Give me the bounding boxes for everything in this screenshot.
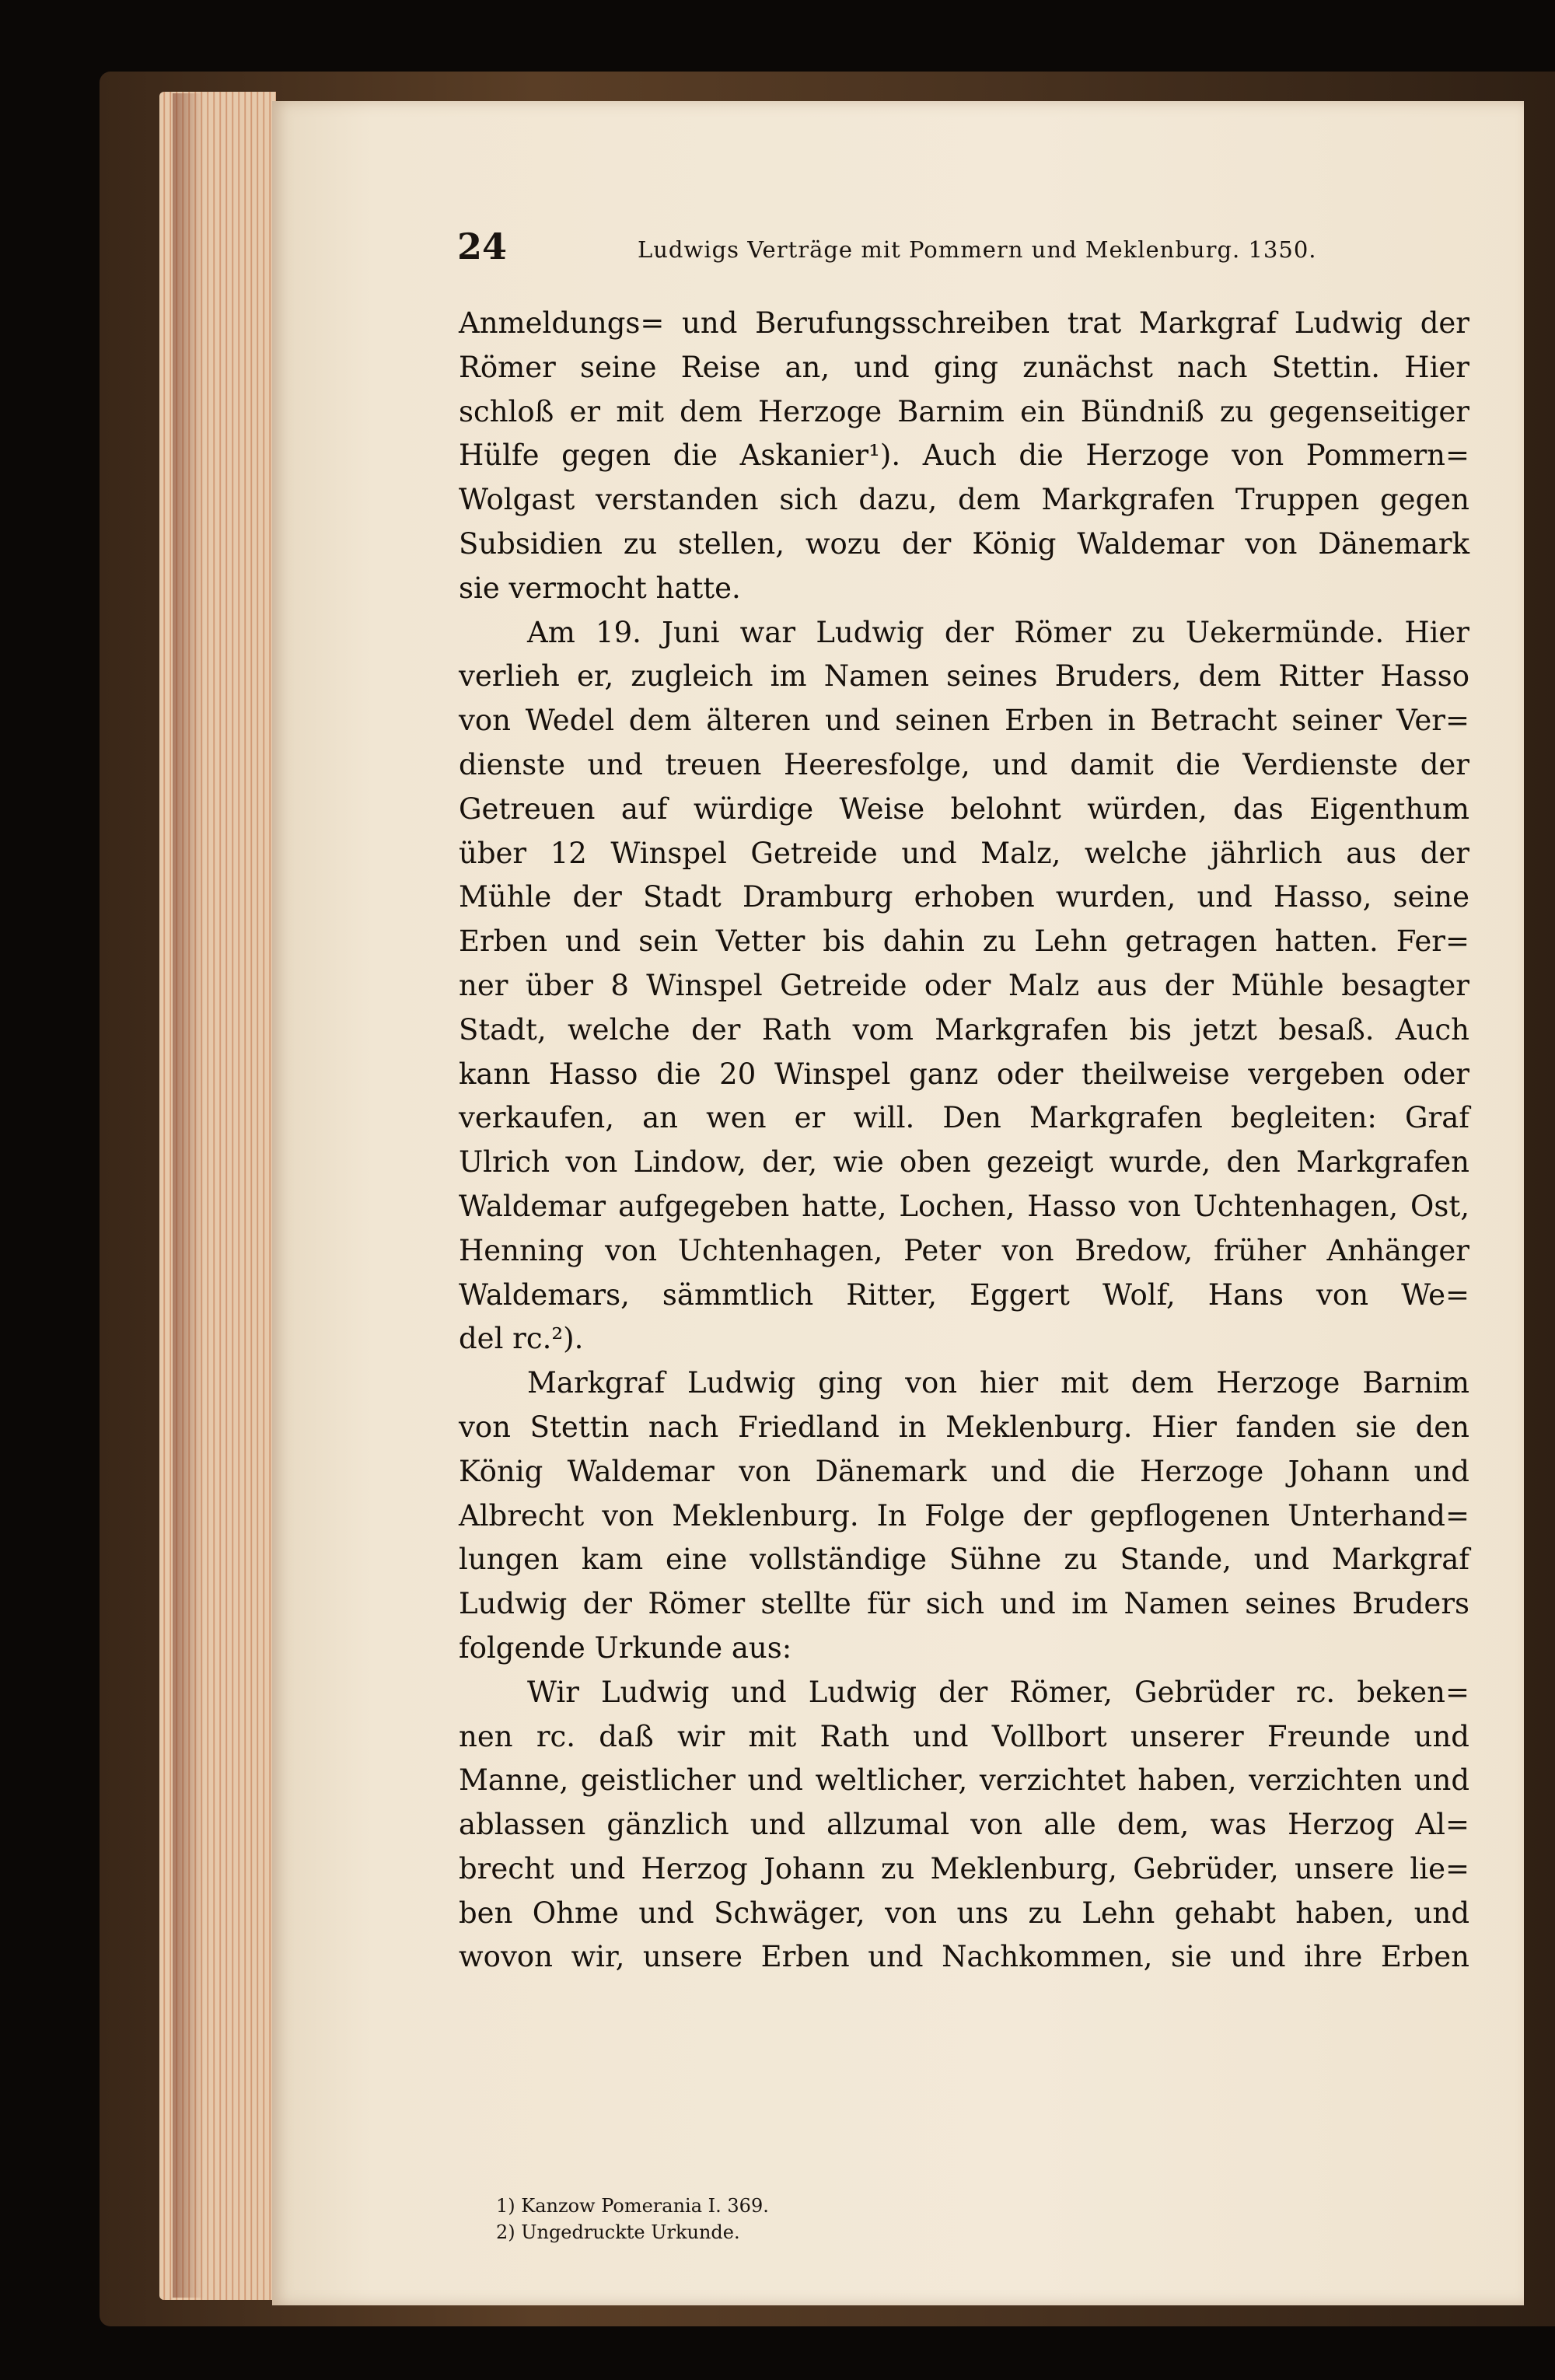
text-line: nen rc. daß wir mit Rath und Vollbort unserer Freunde und [459,1719,1469,1753]
text-line: Stadt, welche der Rath vom Markgrafen bis jetzt besaß. Auch [459,1012,1469,1047]
text-line: brecht und Herzog Johann zu Meklenburg, Gebrüder, unsere lie= [459,1851,1469,1885]
text-line: verlieh er, zugleich im Namen seines Bruders, dem Ritter Hasso [459,659,1469,694]
text-line: von Stettin nach Friedland in Meklenburg. Hier fanden sie den [459,1410,1469,1444]
text-line: Albrecht von Meklenburg. In Folge der gepflogenen Unterhand= [459,1498,1469,1532]
paragraph-2 [459,611,1469,1362]
text-line: Waldemars, sämmtlich Ritter, Eggert Wolf, Hans von We= [459,1277,1469,1312]
text-line: König Waldemar von Dänemark und die Herzoge Johann und [459,1454,1469,1488]
paragraph-1 [459,302,1469,611]
page-number: 24 [457,225,508,267]
text-line: sie vermocht hatte. [459,571,741,605]
text-line: Wolgast verstanden sich dazu, dem Markgrafen Truppen gegen [459,483,1469,517]
text-line: Waldemar aufgegeben hatte, Lochen, Hasso von Uchtenhagen, Ost, [459,1189,1469,1223]
text-line: Henning von Uchtenhagen, Peter von Bredow, früher Anhänger [459,1233,1469,1267]
running-head: Ludwigs Verträge mit Pommern und Meklenburg. 1350. [638,236,1317,263]
paragraph-3 [459,1361,1469,1671]
text-line: Wir Ludwig und Ludwig der Römer, Gebrüder rc. beken= [527,1675,1469,1709]
text-line: Ulrich von Lindow, der, wie oben gezeigt wurde, den Markgrafen [459,1145,1469,1180]
text-line: Mühle der Stadt Dramburg erhoben wurden, und Hasso, seine [459,880,1469,914]
paragraph-4-quoted-charter [459,1671,1469,1980]
text-line: Römer seine Reise an, und ging zunächst nach Stettin. Hier [459,350,1469,384]
book-page [272,101,1524,2305]
footnote-2: 2) Ungedruckte Urkunde. [496,2221,740,2243]
body-text [459,302,1469,1980]
text-line: lungen kam eine vollständige Sühne zu Stande, und Markgraf [459,1543,1469,1577]
text-line: dienste und treuen Heeresfolge, und damit die Verdienste der [459,747,1469,781]
text-line: ner über 8 Winspel Getreide oder Malz aus der Mühle besagter [459,968,1469,1002]
text-line: Erben und sein Vetter bis dahin zu Lehn getragen hatten. Fer= [459,924,1469,959]
text-line: schloß er mit dem Herzoge Barnim ein Bündniß zu gegenseitiger [459,394,1469,428]
text-line: kann Hasso die 20 Winspel ganz oder theilweise vergeben oder [459,1057,1469,1091]
text-line: ben Ohme und Schwäger, von uns zu Lehn gehabt haben, und [459,1896,1469,1930]
text-line: Ludwig der Römer stellte für sich und im Namen seines Bruders [459,1587,1469,1621]
text-line: wovon wir, unsere Erben und Nachkommen, sie und ihre Erben [459,1940,1469,1974]
text-line: Subsidien zu stellen, wozu der König Waldemar von Dänemark [459,526,1469,561]
footnote-1: 1) Kanzow Pomerania I. 369. [496,2195,769,2217]
text-line: Am 19. Juni war Ludwig der Römer zu Uekermünde. Hier [527,615,1469,649]
text-line: Hülfe gegen die Askanier¹). Auch die Herzoge von Pommern= [459,439,1469,473]
text-line: Anmeldungs= und Berufungsschreiben trat Markgraf Ludwig der [459,306,1469,340]
text-line: Getreuen auf würdige Weise belohnt würden, das Eigenthum [459,792,1469,826]
gutter-shadow [173,93,204,2298]
footnotes [496,2193,769,2245]
text-line: über 12 Winspel Getreide und Malz, welche jährlich aus der [459,836,1469,870]
text-line: verkaufen, an wen er will. Den Markgrafen begleiten: Graf [459,1101,1469,1135]
text-line: Markgraf Ludwig ging von hier mit dem Herzoge Barnim [527,1366,1469,1400]
page-header [272,225,1524,272]
text-line: folgende Urkunde aus: [459,1630,792,1665]
text-line: von Wedel dem älteren und seinen Erben in Betracht seiner Ver= [459,704,1469,738]
text-line: ablassen gänzlich und allzumal von alle dem, was Herzog Al= [459,1808,1469,1842]
text-line: Manne, geistlicher und weltlicher, verzichtet haben, verzichten und [459,1763,1469,1798]
text-line: del rc.²). [459,1322,584,1356]
